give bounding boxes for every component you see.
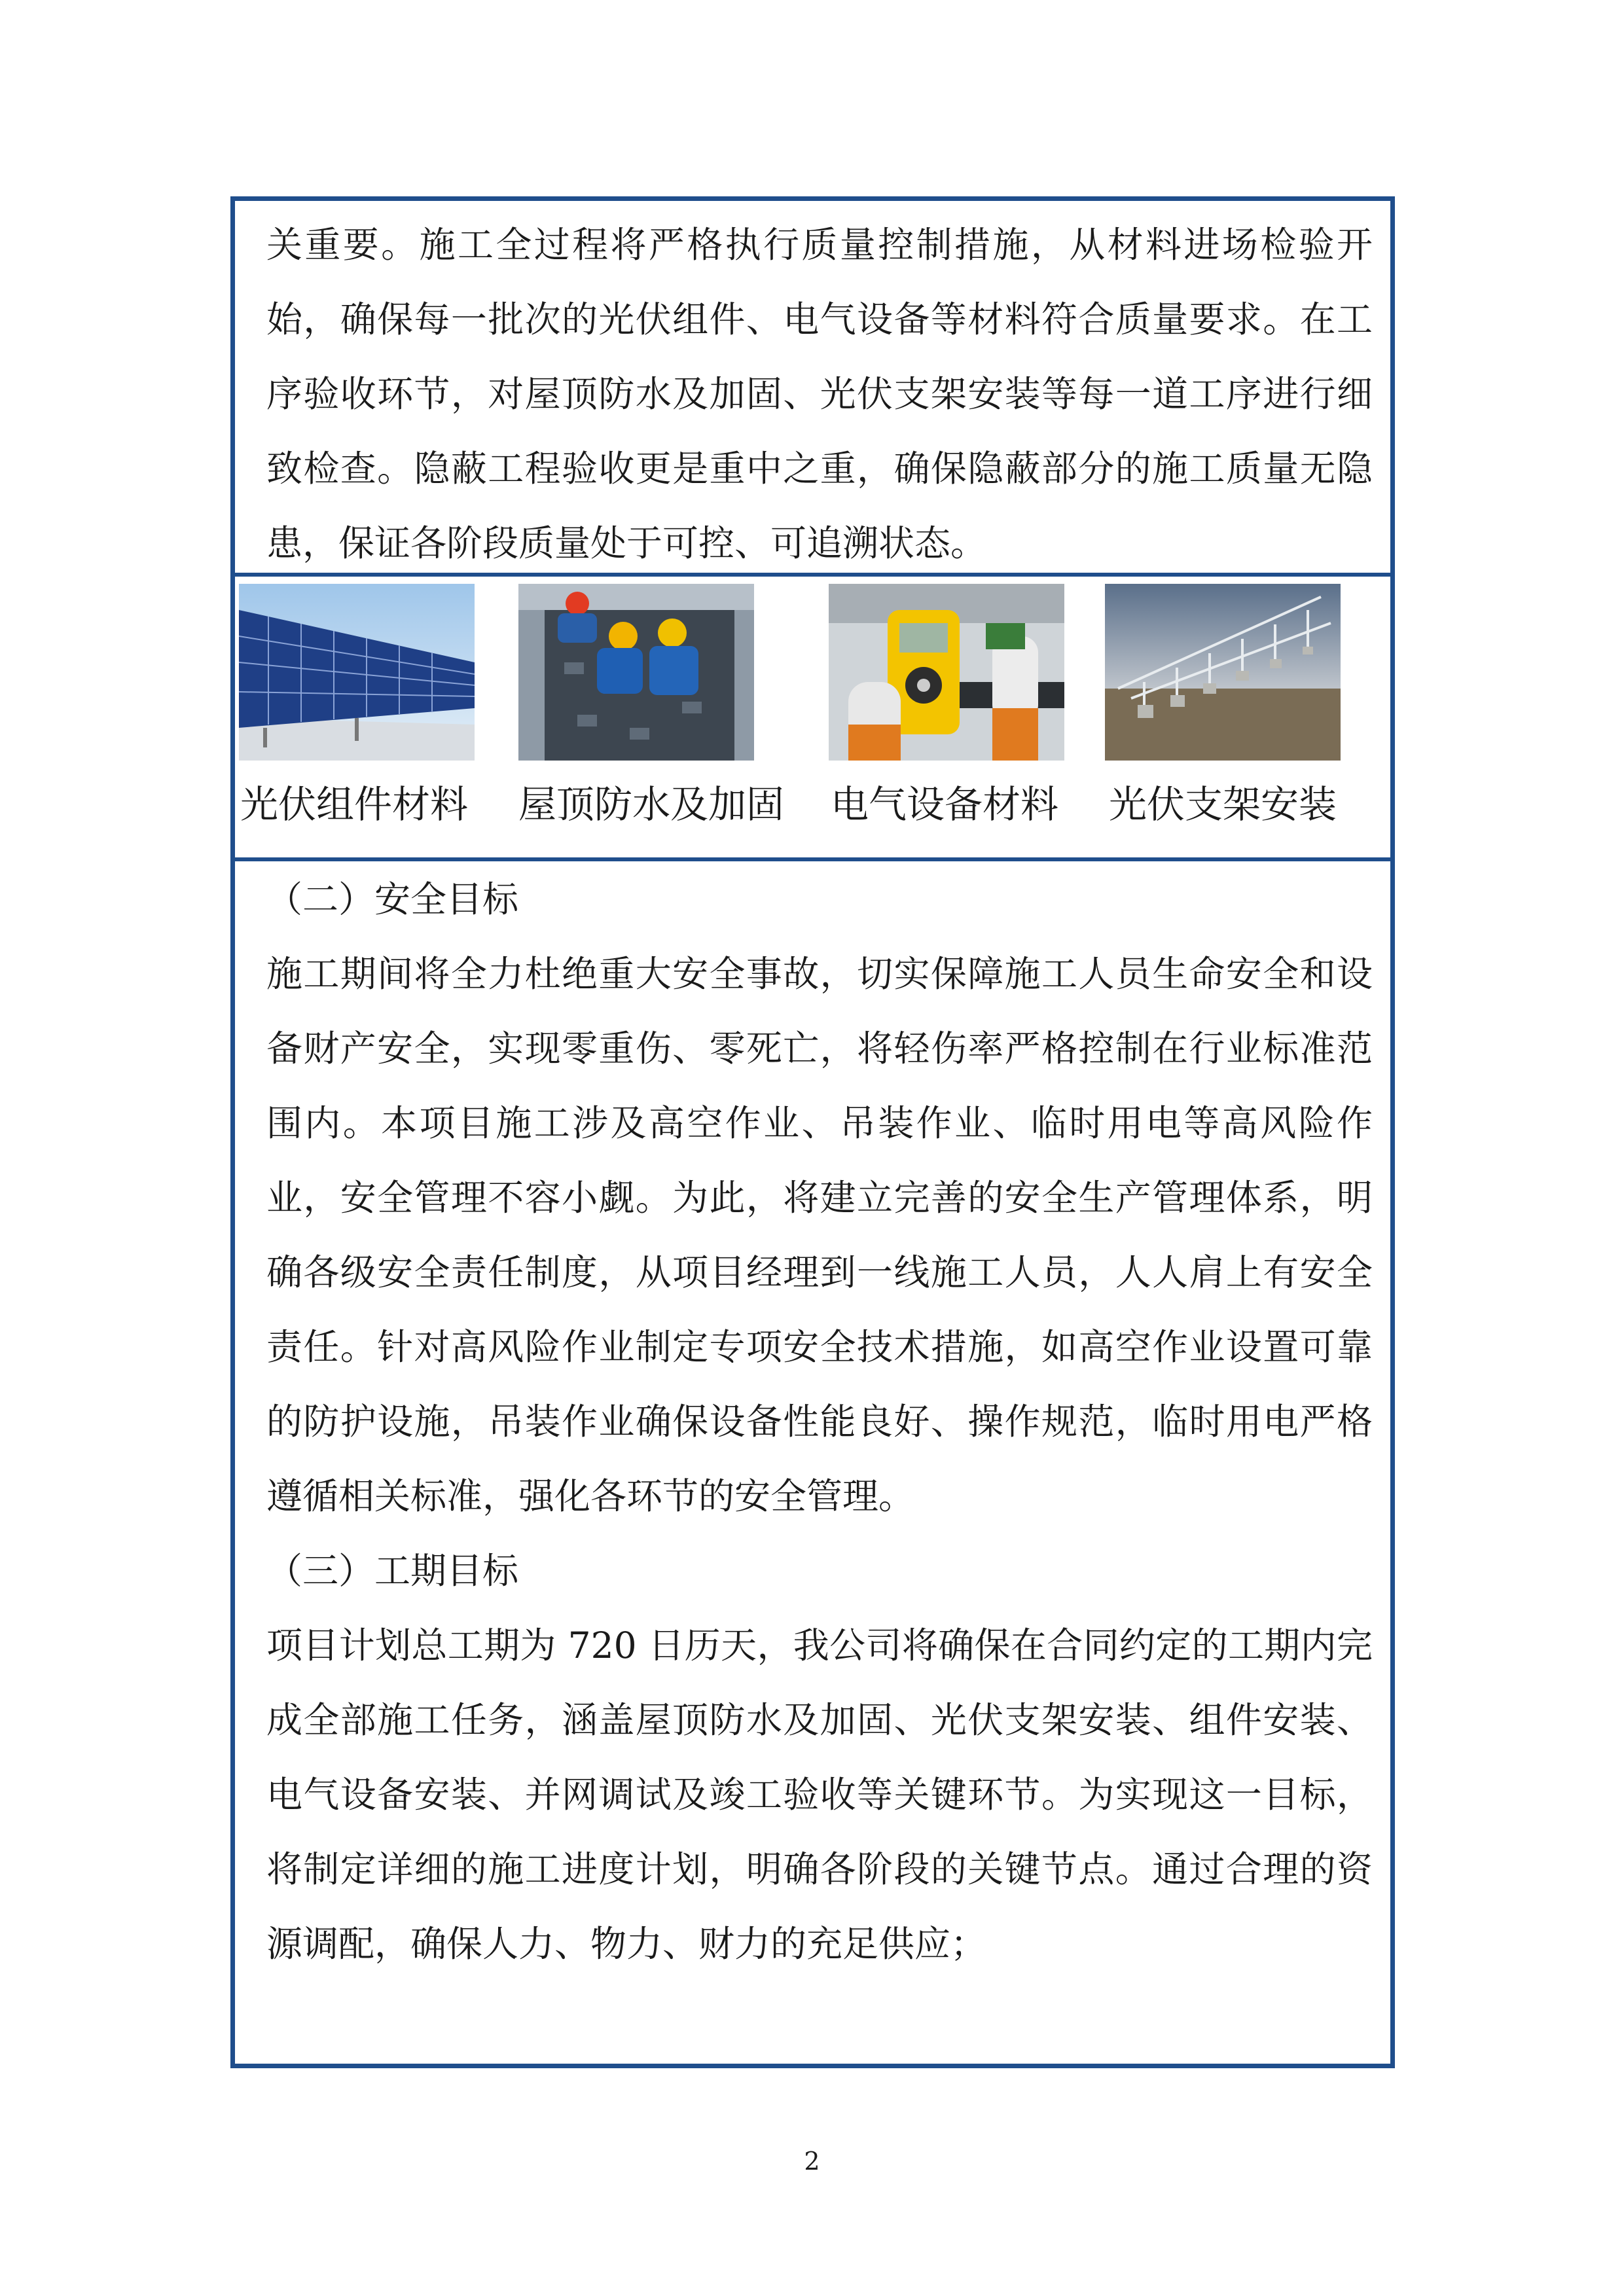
safety-body: 施工期间将全力杜绝重大安全事故，切实保障施工人员生命安全和设备财产安全，实现零重伤、零死亡，将轻伤率严格控制在行业标准范围内。本项目施工涉及高空作业、吊装作业、临时用电等高风险作业，安全管理不容小觑。为此，将建立完善的安全生产管理体系，明确各级安全责任制度，从项目经理到一线施工人员，人人肩上有安全责任。针对高风险作业制定专项安全技术措施，如高空作业设置可靠的防护设施，吊装作业确保设备性能良好、操作规范，临时用电严格遵循相关标准，强化各环节的安全管理。 [266, 953, 1373, 1517]
quality-paragraph-text: 关重要。施工全过程将严格执行质量控制措施，从材料进场检验开始，确保每一批次的光伏组件、电气设备等材料符合质量要求。在工序验收环节，对屋顶防水及加固、光伏支架安装等每一道工序进行细致检查。隐蔽工程验收更是重中之重，确保隐蔽部分的施工质量无隐患，保证各阶段质量处于可控、可追溯状态。 [266, 224, 1373, 564]
caption-electrical-materials: 电气设备材料 [831, 782, 1059, 827]
safety-section [266, 862, 1373, 1981]
schedule-heading: （三）工期目标 [266, 1550, 519, 1592]
page-number: 2 [804, 2147, 820, 2176]
caption-solar-panel: 光伏组件材料 [240, 782, 469, 827]
separator-top [235, 573, 1390, 577]
pv-bracket-photo [1105, 584, 1341, 761]
solar-panel-photo [239, 584, 475, 761]
separator-bottom [235, 857, 1390, 861]
roof-waterproofing-photo [518, 584, 754, 761]
multimeter-photo [829, 584, 1064, 761]
schedule-body: 项目计划总工期为 720 日历天，我公司将确保在合同约定的工期内完成全部施工任务，涵盖屋顶防水及加固、光伏支架安装、组件安装、电气设备安装、并网调试及竣工验收等关键环节。为实现这一目标，将制定详细的施工进度计划，明确各阶段的关键节点。通过合理的资源调配，确保人力、物力、财力的充足供应； [266, 1624, 1373, 1965]
safety-heading: （二）安全目标 [266, 878, 519, 920]
quality-paragraph [266, 207, 1373, 581]
caption-roof-waterproofing: 屋顶防水及加固 [518, 782, 785, 827]
photo-row [235, 577, 1390, 852]
caption-pv-bracket: 光伏支架安装 [1109, 782, 1337, 827]
content-frame [230, 196, 1395, 2068]
